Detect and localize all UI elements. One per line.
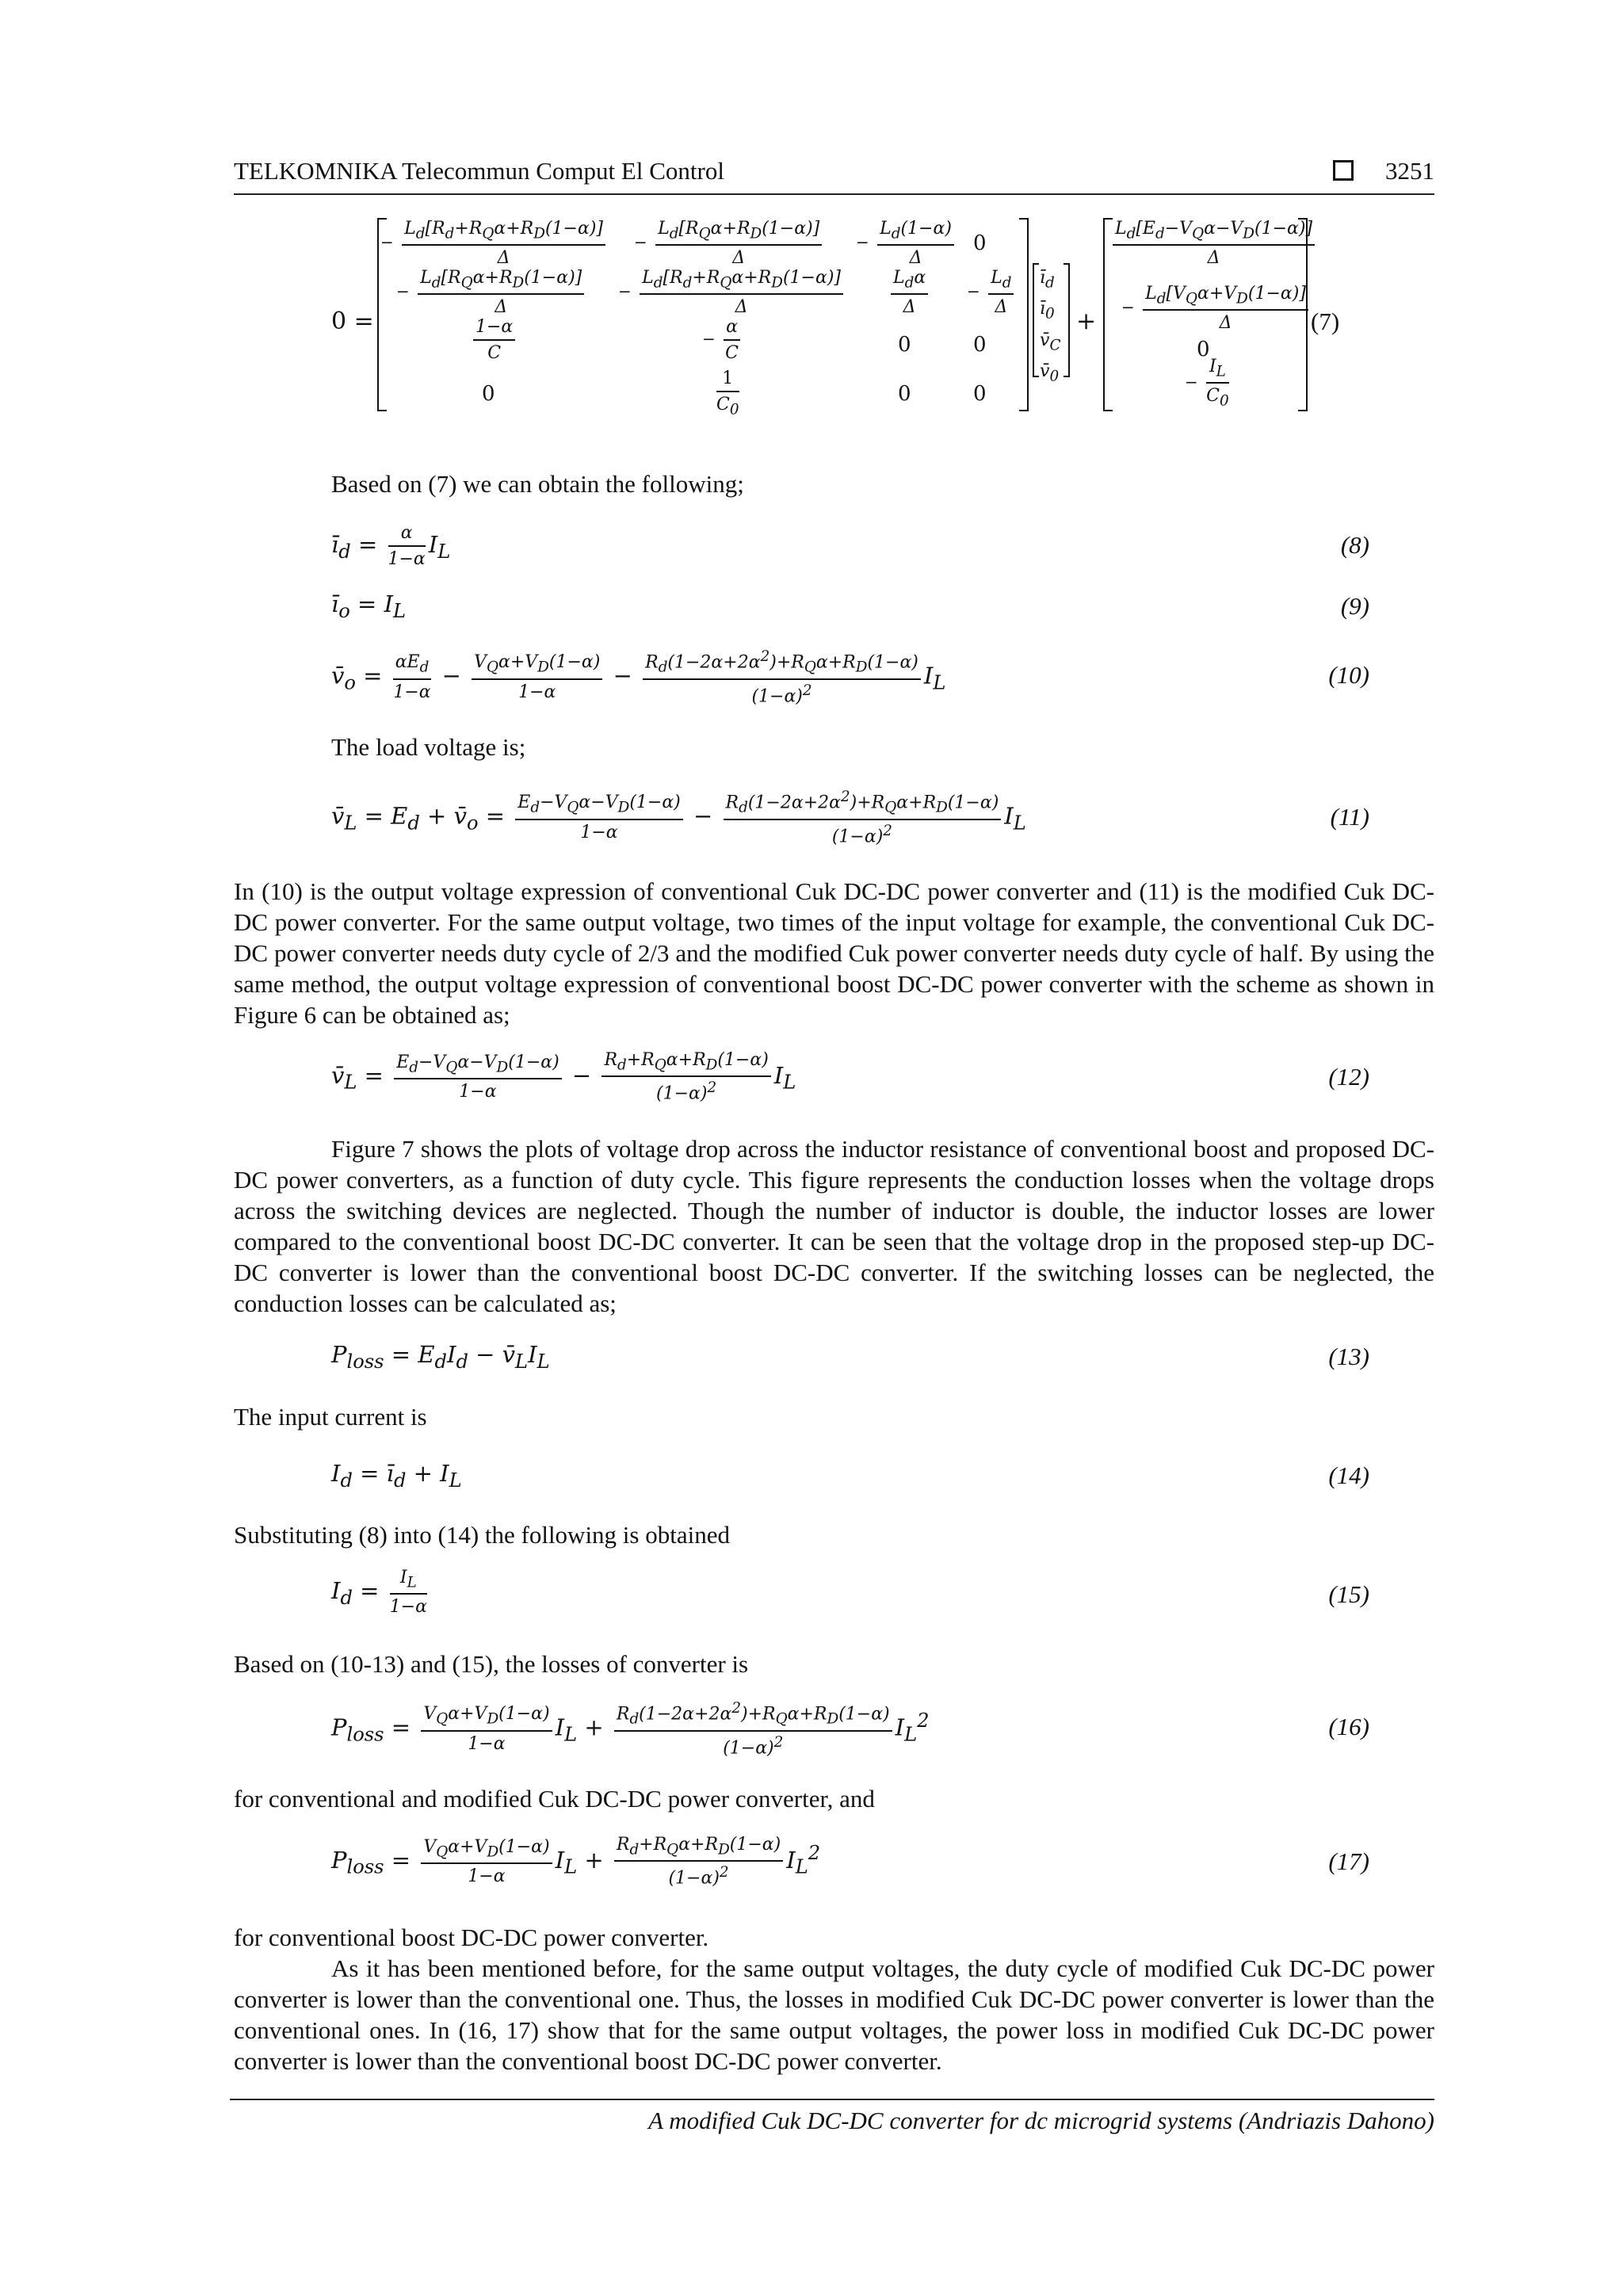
paragraph: for conventional and modified Cuk DC-DC power converter, and: [234, 1785, 875, 1813]
square-icon: [1333, 160, 1354, 181]
equation-7: 0 = − $\frac{L_d[R_d+R_Q\alpha+R_D(1-\alpha)]}{\Delta}$ − $\frac{L_d[R_Q\alpha+R_D(1-\alpha)]}{\Delta}$ − $\frac{L_d(1-\alpha)}{\Delta}$ 0 − $\frac{L_d[R_Q\alpha+R_D(1-\alpha)]}{\Delta}$ − $\frac{L_d[R_d+R_Q\alpha+R_D(1-\alpha)]}{\Delta}$ $\frac{L_d\alpha}{\Delta}$ − $\frac{L_d}{\Delta}$ $\frac{1-\alpha}{C}$ − $\frac{\alpha}{C}$ 0 0 0 $\frac{1}{C_0}$ 0 0 $ī_d$ $ī_0$ $v̄_C$ $v̄_0$ + $\frac{L_d[E_d-V_Q\alpha-V_D(1-\alpha)]}{\Delta}$ − $\frac{L_d[V_Q\alpha+V_D(1-\alpha)]}{\Delta}$ 0 − $\frac{I_L}{C_0}$ (7): [331, 219, 1340, 418]
equation-8: $ī_d$ = $\frac{\alpha}{1-\alpha}$ $I_L$ (8): [331, 523, 1369, 569]
equation-number: (7): [1311, 308, 1340, 335]
equation-number: (13): [1328, 1343, 1369, 1370]
equation-number: (10): [1328, 661, 1369, 689]
equation-13: $P_{loss} = E_dI_d$ − $v̄_LI_L$ (13): [331, 1341, 1369, 1373]
equation-12: $v̄_L$ = $\frac{E_d-V_Q\alpha-V_D(1-\alpha)}{1-\alpha}$ − $\frac{R_d+R_Q\alpha+R_D(1-\alpha)}{(1-\alpha)^2}$ $I_L$ (12): [331, 1050, 1369, 1104]
paragraph: The load voltage is;: [331, 733, 526, 761]
running-header: [234, 155, 1434, 195]
paragraph: Figure 7 shows the plots of voltage drop across the inductor resistance of conventional boost and proposed DC-DC power converters, as a function of duty cycle. This figure represents the conduction losses when the voltage drops across the switching devices are neglected. Though the number of inductor is double, the inductor losses are lower compared to the conventional boost DC-DC converter. It can be seen that the voltage drop in the proposed step-up DC-DC converter is lower than the conventional boost DC-DC converter. If the switching losses can be neglected, the conduction losses can be calculated as;: [234, 1135, 1434, 1317]
running-footer: A modified Cuk DC-DC converter for dc microgrid systems (Andriazis Dahono): [230, 2099, 1434, 2135]
equation-11: $v̄_L = E_d$ + $v̄_o$ = $\frac{E_d-V_Q\alpha-V_D(1-\alpha)}{1-\alpha}$ − $\frac{R_d(1-2\alpha+2\alpha^2)+R_Q\alpha+R_D(1-\alpha)}{(1-\alpha)^2}$ $I_L$ (11): [331, 789, 1369, 847]
equation-17: $P_{loss}$ = $\frac{V_Q\alpha+V_D(1-\alpha)}{1-\alpha}$ $I_L$ + $\frac{R_d+R_Q\alpha+R_D(1-\alpha)}{(1-\alpha)^2}$ $I_L^2$ (17): [331, 1835, 1369, 1889]
equation-number: (11): [1330, 803, 1369, 831]
equation-14: $I_d$ = $ī_d + I_L$ (14): [331, 1460, 1369, 1492]
paragraph: Based on (7) we can obtain the following;: [331, 470, 744, 498]
equation-number: (8): [1340, 531, 1369, 559]
page-number: 3251: [1385, 157, 1434, 185]
paragraph: Based on (10-13) and (15), the losses of converter is: [234, 1650, 749, 1678]
equation-16: $P_{loss}$ = $\frac{V_Q\alpha+V_D(1-\alpha)}{1-\alpha}$ $I_L$ + $\frac{R_d(1-2\alpha+2\alpha^2)+R_Q\alpha+R_D(1-\alpha)}{(1-\alpha)^2}$ $I_L^2$ (16): [331, 1700, 1369, 1759]
paragraph: Substituting (8) into (14) the following is obtained: [234, 1521, 730, 1549]
equation-15: $I_d$ = $\frac{I_L}{1-\alpha}$ (15): [331, 1568, 1369, 1618]
journal-title: TELKOMNIKA Telecommun Comput El Control: [234, 157, 724, 185]
equation-number: (17): [1328, 1847, 1369, 1875]
paragraph: for conventional boost DC-DC power converter.: [234, 1924, 709, 1951]
paragraph: The input current is: [234, 1403, 427, 1431]
paragraph: As it has been mentioned before, for the same output voltages, the duty cycle of modified Cuk DC-DC power converter is lower than the conventional one. Thus, the losses in modified Cuk DC-DC power converter is lower than the conventional ones. In (16, 17) show that for the same output voltages, the power loss in modified Cuk DC-DC power converter is lower than the conventional boost DC-DC power converter.: [234, 1954, 1434, 2075]
equation-9: $ī_o = I_L$ (9): [331, 590, 1369, 622]
equation-number: (14): [1328, 1461, 1369, 1489]
equation-number: (16): [1328, 1713, 1369, 1740]
equation-10: $v̄_o$ = $\frac{\alpha E_d}{1-\alpha}$ − $\frac{V_Q\alpha+V_D(1-\alpha)}{1-\alpha}$ − $\frac{R_d(1-2\alpha+2\alpha^2)+R_Q\alpha+R_D(1-\alpha)}{(1-\alpha)^2}$ $I_L$ (10): [331, 648, 1369, 707]
equation-number: (12): [1328, 1063, 1369, 1091]
equation-number: (9): [1340, 592, 1369, 620]
paragraph: In (10) is the output voltage expression of conventional Cuk DC-DC power converter and (11) is the modified Cuk DC-DC power converter. For the same output voltage, two times of the input voltage for example, the conventional Cuk DC-DC power converter needs duty cycle of 2/3 and the modified Cuk power converter needs duty cycle of half. By using the same method, the output voltage expression of conventional boost DC-DC power converter with the scheme as shown in Figure 6 can be obtained as;: [234, 877, 1434, 1029]
page-number-block: [1333, 157, 1434, 185]
equation-number: (15): [1328, 1580, 1369, 1608]
